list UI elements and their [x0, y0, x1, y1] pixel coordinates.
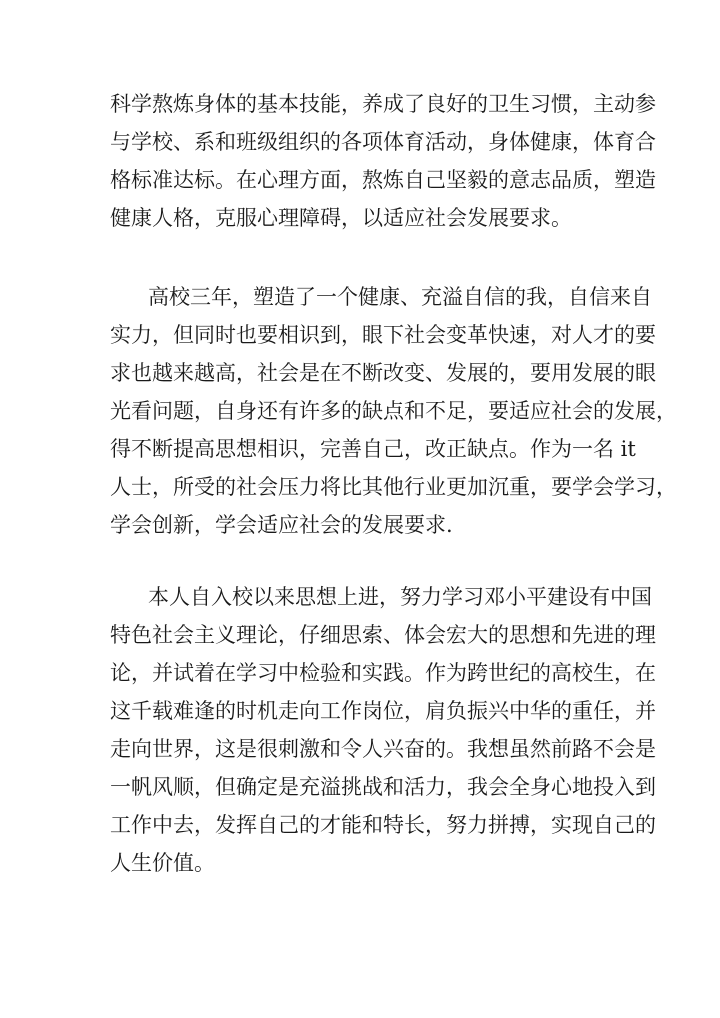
text-line: 光看问题，自身还有许多的缺点和不足，要适应社会的发展，: [110, 399, 677, 423]
text-line: 学会创新，学会适应社会的发展要求.: [110, 513, 453, 537]
text-line: 实力，但同时也要相识到，眼下社会变革快速，对人才的要: [110, 323, 656, 347]
text-line: 求也越来越高，社会是在不断改变、发展的，要用发展的眼: [110, 361, 656, 385]
text-line: 一帆风顺，但确定是充溢挑战和活力，我会全身心地投入到: [110, 775, 656, 799]
text-line: 与学校、系和班级组织的各项体育活动，身体健康，体育合: [110, 130, 656, 154]
text-line: 这千载难逢的时机走向工作岗位，肩负振兴中华的重任，并: [110, 699, 656, 723]
text-line: 人生价值。: [110, 851, 215, 875]
text-line: 高校三年，塑造了一个健康、充溢自信的我，自信来自: [148, 285, 652, 309]
text-line: 健康人格，克服心理障碍，以适应社会发展要求。: [110, 206, 572, 230]
text-line: 人士，所受的社会压力将比其他行业更加沉重，要学会学习，: [110, 475, 677, 499]
text-line: 走向世界，这是很刺激和令人兴奋的。我想虽然前路不会是: [110, 737, 656, 761]
text-line: 得不断提高思想相识，完善自己，改正缺点。作为一名 it: [110, 437, 636, 461]
text-line: 工作中去，发挥自己的才能和特长，努力拼搏，实现自己的: [110, 813, 656, 837]
text-line: 格标准达标。在心理方面，熬炼自己坚毅的意志品质，塑造: [110, 168, 656, 192]
text-line: 本人自入校以来思想上进，努力学习邓小平建设有中国: [148, 585, 652, 609]
text-line: 论，并试着在学习中检验和实践。作为跨世纪的高校生，在: [110, 661, 656, 685]
text-line: 特色社会主义理论，仔细思索、体会宏大的思想和先进的理: [110, 623, 656, 647]
paragraph-three-years: [110, 278, 677, 544]
paragraph-ideology: [110, 578, 656, 882]
text-line: 科学熬炼身体的基本技能，养成了良好的卫生习惯，主动参: [110, 92, 656, 116]
paragraph-fitness: [110, 85, 656, 237]
